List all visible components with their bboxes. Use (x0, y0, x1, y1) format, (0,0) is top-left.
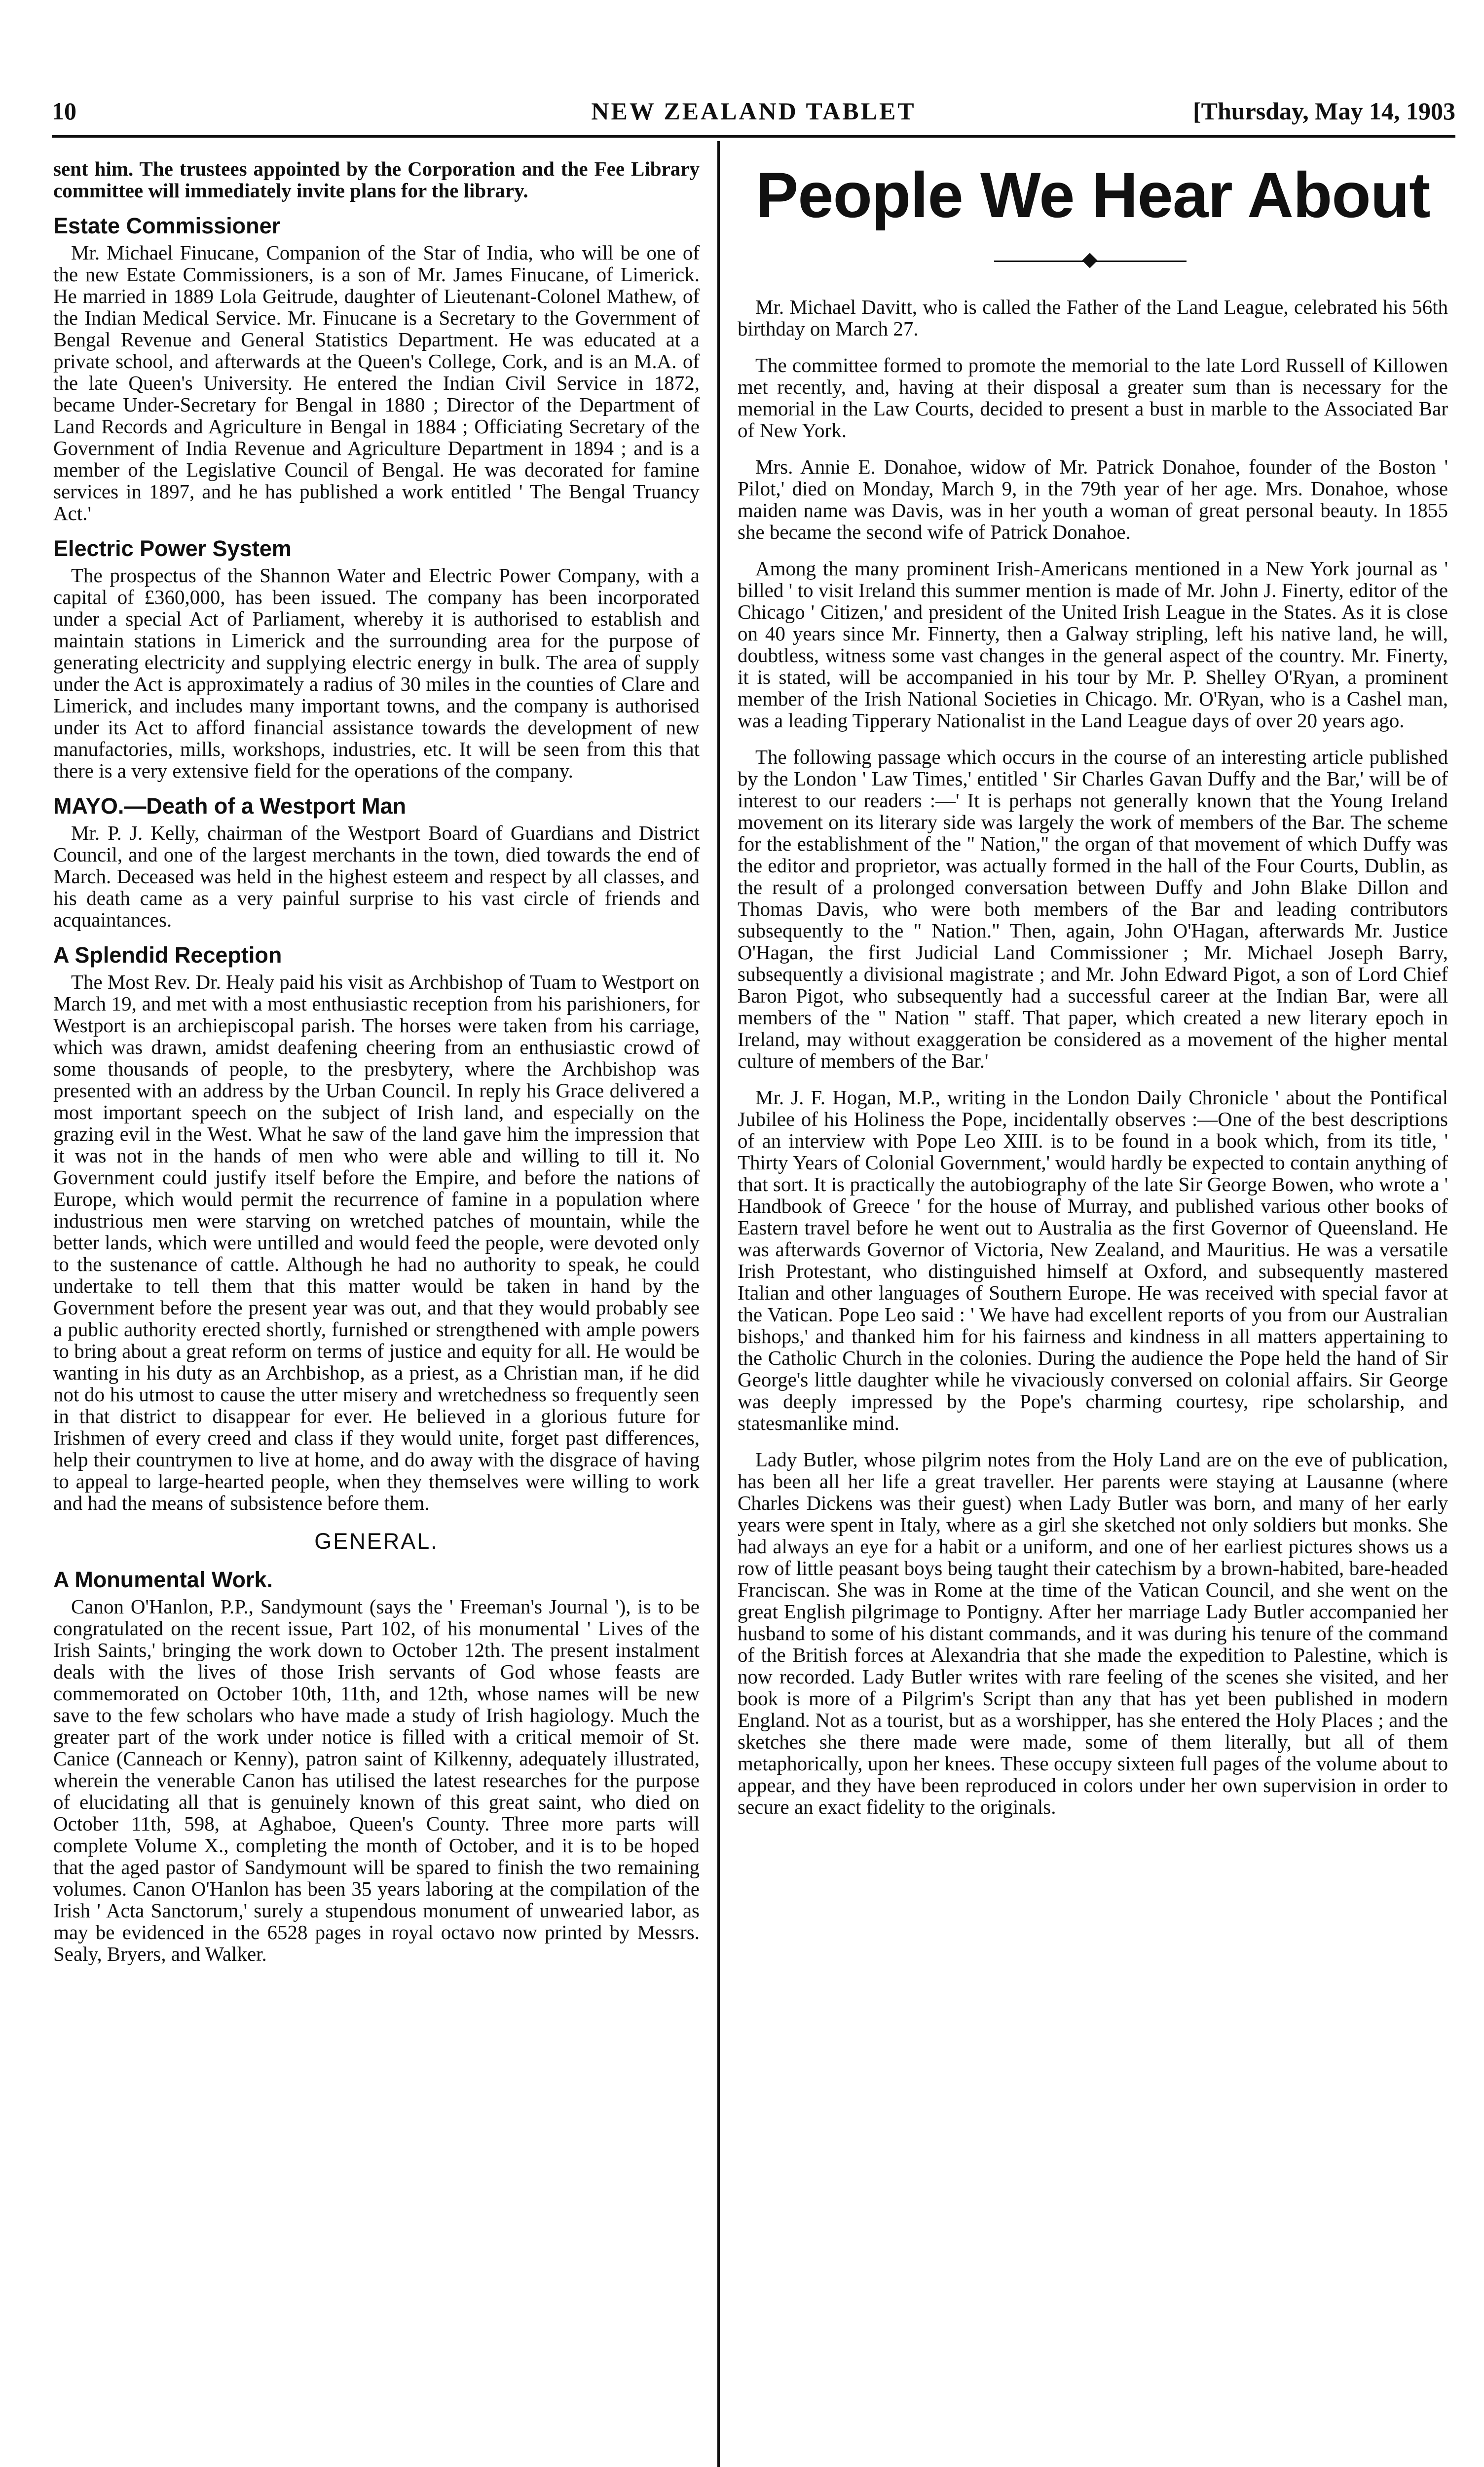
article-paragraph: Mrs. Annie E. Donahoe, widow of Mr. Patrick Donahoe, founder of the Boston ' Pilot,' died on Monday, March 9, in the 79th year of her age. Mrs. Donahoe, whose maiden name was Davis, was in her youth a woman of great personal beauty. In 1855 she became the second wife of Patrick Donahoe. (738, 455, 1448, 543)
article-paragraph: The prospectus of the Shannon Water and Electric Power Company, with a capital of £360,000, has been issued. The company has been incorporated under a special Act of Parliament, whereby it is authorised to establish and maintain stations in Limerick and the surrounding area for the purpose of generating electricity and supplying electric energy in bulk. The area of supply under the Act is approximately a radius of 30 miles in the counties of Clare and Limerick, and includes many important towns, and the company is authorised under its Act to afford financial assistance towards the development of new manufactories, mills, workshops, industries, etc. It will be seen from this that there is a very extensive field for the operations of the company. (53, 564, 700, 782)
right-column (738, 158, 1448, 1832)
article-paragraph: Among the many prominent Irish-Americans mentioned in a New York journal as ' billed ' to visit Ireland this summer mention is made of Mr. John J. Finerty, editor of the Chicago ' Citizen,' and president of the United Irish League in the States. As it is close on 40 years since Mr. Finnerty, then a Galway stripling, left his native land, he will, doubtless, witness some vast changes in the general aspect of the country. Mr. Finerty, it is stated, will be accompanied in his tour by Mr. P. Shelley O'Ryan, a prominent member of the Irish National Societies in Chicago. Mr. O'Ryan, who is a Cashel man, was a leading Tipperary Nationalist in the Land League days of over 20 years ago. (738, 557, 1448, 732)
article-paragraph: The following passage which occurs in the course of an interesting article published by the London ' Law Times,' entitled ' Sir Charles Gavan Duffy and the Bar,' will be of interest to our readers :—' It is perhaps not generally known that the Young Ireland movement on its literary side was largely the work of members of the Bar. The scheme for the establishment of the " Nation," the organ of that movement of which Duffy was the editor and proprietor, was actually formed in the hall of the Four Courts, Dublin, as the result of a prolonged conversation between Duffy and John Blake Dillon and Thomas Davis, who were both members of the Bar and leading contributors subsequently to the " Nation." Then, again, John O'Hagan, afterwards Mr. Justice O'Hagan, the first Judicial Land Commissioner ; Mr. Michael Joseph Barry, subsequently a divisional magistrate ; and Mr. John Edward Pigot, a son of Lord Chief Baron Pigot, who subsequently had a successful career at the Indian Bar, were all members of the " Nation " staff. That paper, which created a new literary epoch in Ireland, may without exaggeration be considered as a movement of the higher mental culture of members of the Bar.' (738, 746, 1448, 1072)
page-header (52, 97, 1455, 131)
article-paragraph: Lady Butler, whose pilgrim notes from the Holy Land are on the eve of publication, has been all her life a great traveller. Her parents were staying at Lausanne (where Charles Dickens was their guest) when Lady Butler was born, and many of her early years were spent in Italy, where as a girl she sketched not only soldiers but monks. She had always an eye for a habit or a uniform, and one of her earliest pictures shows us a row of little peasant boys being taught their catechism by a brown-habited, bare-headed Franciscan. She was in Rome at the time of the Vatican Council, and she went on the great English pilgrimage to Pontigny. After her marriage Lady Butler accompanied her husband to some of his distant commands, and it was during his tenure of the command of the British forces at Alexandria that she made the expedition to Palestine, which is now recorded. Lady Butler writes with rare feeling of the scenes she visited, and her book is more of a Pilgrim's Script than any that has yet been published in modern England. Not as a tourist, but as a worshipper, has she entered the Holy Places ; and the sketches she there made were made, some of them literally, but all of them metaphorically, upon her knees. These occupy sixteen full pages of the volume about to appear, and they have been reproduced in colors under her own supervision in order to secure an exact fidelity to the originals. (738, 1448, 1448, 1818)
column-divider (717, 141, 720, 2467)
article-paragraph: The committee formed to promote the memorial to the late Lord Russell of Killowen met recently, and, having at their disposal a greater sum than is necessary for the memorial in the Law Courts, decided to present a bust in marble to the Associated Bar of New York. (738, 354, 1448, 442)
left-column (53, 158, 700, 1972)
diamond-icon (1082, 253, 1097, 268)
section-heading: Estate Commissioner (53, 213, 281, 238)
publication-title: NEW ZEALAND TABLET (591, 97, 916, 125)
column-title: People We Hear About (755, 159, 1430, 231)
section-heading: MAYO.—Death of a Westport Man (53, 793, 407, 819)
section-heading: A Splendid Reception (53, 942, 282, 968)
article-paragraph: Mr. Michael Davitt, who is called the Father of the Land League, celebrated his 56th birthday on March 27. (738, 296, 1448, 340)
section-heading: Electric Power System (53, 536, 292, 561)
issue-date: [Thursday, May 14, 1903 (1192, 97, 1455, 125)
header-rule (52, 135, 1455, 138)
article-paragraph: Canon O'Hanlon, P.P., Sandymount (says the ' Freeman's Journal '), is to be congratulated on the recent issue, Part 102, of his monumental ' Lives of the Irish Saints,' bringing the work down to October 12th. The present instalment deals with the lives of those Irish servants of God whose feasts are commemorated on October 10th, 11th, and 12th, whose names will be new save to the few scholars who have made a study of Irish hagiology. Much the greater part of the work under notice is filled with a critical memoir of St. Canice (Canneach or Kenny), patron saint of Kilkenny, adequately illustrated, wherein the venerable Canon has utilised the latest researches for the purpose of elucidating all that is genuinely known of this great saint, who died on October 11th, 598, at Aghaboe, Queen's County. Three more parts will complete Volume X., completing the month of October, and it is to be hoped that the aged pastor of Sandymount will be spared to finish the two remaining volumes. Canon O'Hanlon has been 35 years laboring at the compilation of the Irish ' Acta Sanctorum,' surely a stupendous monument of unwearied labor, as may be evidenced in the 6528 pages in royal octavo now printed by Messrs. Sealy, Bryers, and Walker. (53, 1595, 700, 1965)
article-paragraph: The Most Rev. Dr. Healy paid his visit as Archbishop of Tuam to Westport on March 19, and met with a most enthusiastic reception from his parishioners, for Westport is an archiepiscopal parish. The horses were taken from his carriage, which was drawn, amidst deafening cheering from an enthusiastic crowd of some thousands of people, to the presbytery, where the Archbishop was presented with an address by the Urban Council. In reply his Grace delivered a most important speech on the subject of Irish land, and especially on the grazing evil in the West. What he saw of the land gave him the impression that it was not in the hands of men who were able and willing to till it. No Government could justify itself before the Empire, and before the nations of Europe, which would permit the recurrence of famine in a population where industrious men were starving on wretched patches of mountain, while the better lands, which were untilled and would feed the people, were devoted only to the sustenance of cattle. Although he had no authority to speak, he could undertake to tell them that this matter would be taken in hand by the Government before the present year was out, and that they would probably see a public authority erected shortly, furnished or strengthened with ample powers to bring about a great reform on terms of justice and equity for all. He would be wanting in his duty as an Archbishop, as a priest, as a Christian man, if he did not do his utmost to cause the utter misery and wretchedness so frequently seen in that district to disappear for ever. He believed in a glorious future for Irishmen of every creed and class if they would unite, forget past differences, help their countrymen to live at home, and do away with the disgrace of having to appeal to large-hearted people, when they themselves were willing to work and had the means of subsistence before them. (53, 971, 700, 1514)
general-heading: GENERAL. (314, 1529, 439, 1554)
intro-paragraph: sent him. The trustees appointed by the Corporation and the Fee Library committee will immediately invite plans for the library. (53, 157, 700, 202)
article-paragraph: Mr. P. J. Kelly, chairman of the Westport Board of Guardians and District Council, and one of the largest merchants in the town, died towards the end of March. Deceased was held in the highest esteem and respect by all classes, and his death came as a very painful surprise to his vast circle of friends and acquaintances. (53, 822, 700, 931)
section-heading: A Monumental Work. (53, 1567, 273, 1592)
page-number: 10 (52, 97, 76, 125)
article-paragraph: Mr. J. F. Hogan, M.P., writing in the London Daily Chronicle ' about the Pontifical Jubilee of his Holiness the Pope, incidentally observes :—One of the best descriptions of an interview with Pope Leo XIII. is to be found in a book which, from its title, ' Thirty Years of Colonial Government,' would hardly be expected to contain anything of that sort. It is practically the autobiography of the late Sir George Bowen, who wrote a ' Handbook of Greece ' for the house of Murray, and published various other books of Eastern travel before he went out to Australia as the first Governor of Queensland. He was afterwards Governor of Victoria, New Zealand, and Mauritius. He was a versatile Irish Protestant, who distinguished himself at Oxford, and subsequently mastered Italian and other languages of Southern Europe. He was received with special favor at the Vatican. Pope Leo said : ' We have had excellent reports of you from our Australian bishops,' and thanked him for his fairness and kindness in all matters appertaining to the Catholic Church in the colonies. During the audience the Pope held the hand of Sir George's little daughter while he vivaciously conversed on colonial affairs. Sir George was deeply impressed by the Pope's charming courtesy, ripe scholarship, and statesmanlike mind. (738, 1086, 1448, 1434)
ornament-divider (738, 247, 1448, 276)
article-paragraph: Mr. Michael Finucane, Companion of the Star of India, who will be one of the new Estate Commissioners, is a son of Mr. James Finucane, of Limerick. He married in 1889 Lola Geitrude, daughter of Lieutenant-Colonel Mathew, of the Indian Medical Service. Mr. Finucane is a Secretary to the Government of Bengal Revenue and General Statistics Department. He was educated at a private school, and afterwards at the Queen's College, Cork, and is an M.A. of the late Queen's University. He entered the Indian Civil Service in 1872, became Under-Secretary for Bengal in 1880 ; Director of the Department of Land Records and Agriculture in Bengal in 1884 ; Officiating Secretary of the Government of India Revenue and Agriculture Department in 1894 ; and is a member of the Legislative Council of Bengal. He was decorated for famine services in 1897, and he has published a work entitled ' The Bengal Truancy Act.' (53, 241, 700, 524)
